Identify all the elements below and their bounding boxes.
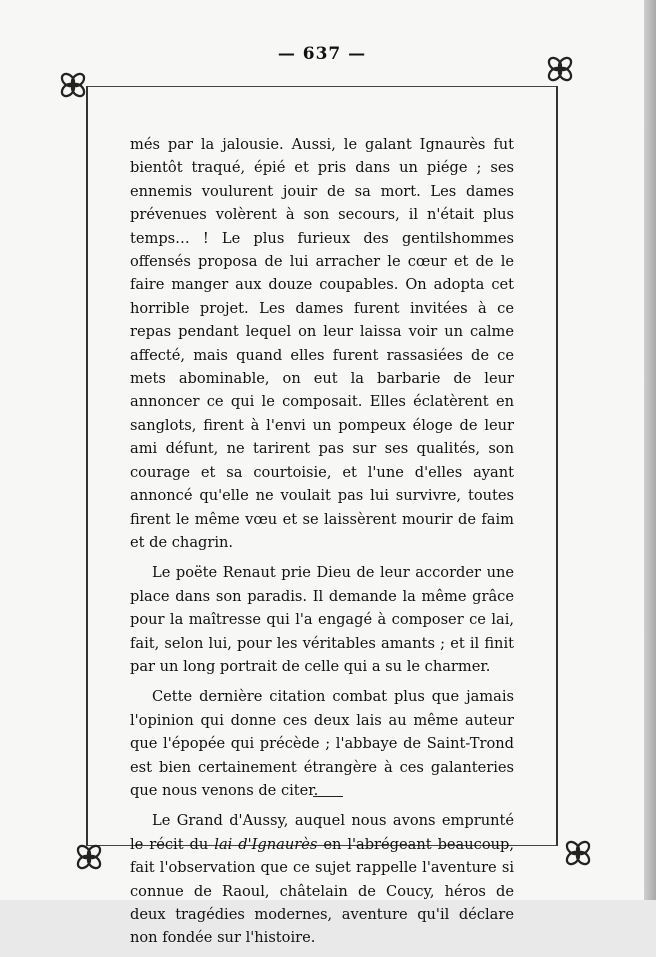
paragraph-4-before: Le Grand d'Aussy, auquel nous avons emprunté le récit du xyxy=(130,812,514,853)
body-text xyxy=(130,133,514,957)
paragraph-4 xyxy=(130,809,514,949)
ornament-knot-icon xyxy=(58,70,88,100)
page-edge xyxy=(644,0,656,900)
paragraph-4-italic-title: lai d'Ignaurès xyxy=(214,835,318,853)
paragraph-1: més par la jalousie. Aussi, le galant Ignaurès fut bientôt traqué, épié et pris dans un piége ; ses ennemis voulurent jouir de sa mort. Les dames prévenues volèrent à son secours, il n'était plus temps… ! Le plus furieux des gentilshommes offensés proposa de lui arracher le cœur et de le faire manger aux douze coupables. On adopta cet horrible projet. Les dames furent invitées à ce repas pendant lequel on leur laissa voir un calme affecté, mais quand elles furent rassasiées de ce mets abominable, on eut la barbarie de leur annoncer ce qui le composait. Elles éclatèrent en sanglots, firent à l'envi un pompeux éloge de leur ami défunt, ne tarirent pas sur ses qualités, son courage et sa courtoisie, et l'une d'elles ayant annoncé qu'elle ne voulait pas lui survivre, toutes firent le même vœu et se laissèrent mourir de faim et de chagrin. xyxy=(130,136,514,551)
paragraph-4-after: en l'abrégeant beaucoup, fait l'observation que ce sujet rappelle l'aventure si connue de Raoul, châtelain de Coucy, héros de deux tragédies modernes, aventure qu'il déclare non fondée sur l'histoire. xyxy=(130,835,514,947)
ornament-knot-icon xyxy=(74,842,104,872)
ornament-knot-icon xyxy=(563,838,593,868)
page-number: — 637 — xyxy=(277,44,367,64)
paragraph-3: Cette dernière citation combat plus que jamais l'opinion qui donne ces deux lais au même auteur que l'épopée qui précède ; l'abbaye de Saint-Trond est bien certainement étrangère à ces galanteries que nous venons de citer. xyxy=(130,688,514,799)
end-rule xyxy=(313,796,343,797)
ornament-knot-icon xyxy=(545,54,575,84)
paragraph-2: Le poëte Renaut prie Dieu de leur accorder une place dans son paradis. Il demande la même grâce pour la maîtresse qui l'a engagé à composer ce lai, fait, selon lui, pour les véritables amants ; et il finit par un long portrait de celle qui a su le charmer. xyxy=(130,564,514,675)
